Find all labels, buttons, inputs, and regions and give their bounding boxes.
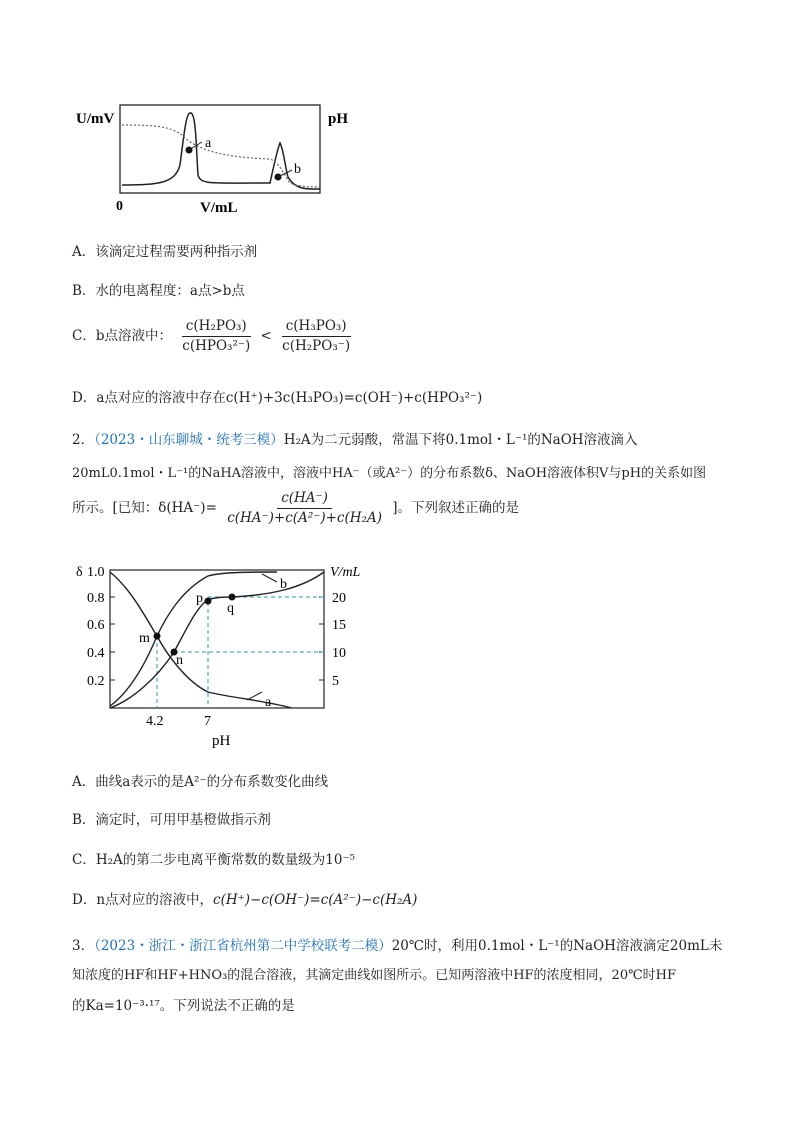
point-m-marker — [154, 633, 161, 640]
point-q-label: q — [227, 601, 234, 616]
y-left-tick-0.6: 0.6 — [87, 618, 105, 633]
q1-option-c-fraction-1: $\frac{\text{c(H₂PO₃)}}{\text{c(HPO₃²⁻)}}$ — [182, 318, 251, 354]
q3-stem-line-2: 知浓度的HF和HF+HNO₃的混合溶液，其滴定曲线如图所示。已知两溶液中HF的浓度相同，20℃时HF — [72, 968, 676, 983]
y-right-tick-5: 5 — [332, 674, 339, 689]
q3-source: （2023・浙江・浙江省杭州第二中学校联考二模） — [94, 938, 392, 954]
q2-option-c: C．H₂A的第二步电离平衡常数的数量级为10⁻⁵ — [72, 852, 355, 868]
x-axis-label: V/mL — [200, 200, 238, 216]
y-right-tick-15: 15 — [332, 618, 346, 633]
origin-label: 0 — [116, 199, 123, 214]
curve-a-label: a — [265, 695, 272, 710]
point-p-label: p — [196, 591, 203, 606]
point-p-marker — [205, 598, 212, 605]
q2-stem-line-3: 所示。[已知：δ(HA⁻)= $\frac{c(HA^-)}{\text{c(HA⁻)+c(A²⁻)+c(H₂A)}}$ ]。下列叙述正确的是 — [72, 490, 520, 526]
q1-option-c — [72, 318, 356, 355]
curve-b-label: b — [280, 577, 287, 592]
titration-figure-1 — [70, 95, 360, 225]
point-b-label: b — [294, 162, 301, 177]
q1-option-b: B．水的电离程度：a点>b点 — [72, 283, 245, 299]
point-a-label: a — [205, 136, 212, 151]
y-left-tick-0.8: 0.8 — [87, 591, 105, 606]
q2-option-b: B．滴定时，可用甲基橙做指示剂 — [72, 812, 271, 828]
y-right-tick-10: 10 — [332, 646, 346, 661]
q2-delta-definition-fraction: $\frac{c(HA^-)}{\text{c(HA⁻)+c(A²⁻)+c(H₂A)}}$ — [227, 490, 382, 526]
q1-option-c-prefix: C．b点溶液中： — [72, 328, 172, 344]
point-n-label: n — [176, 653, 183, 668]
q2-option-a: A．曲线a表示的是A²⁻的分布系数变化曲线 — [72, 774, 329, 790]
q1-option-d: D．a点对应的溶液中存在c(H⁺)+3c(H₃PO₃)=c(OH⁻)+c(HPO₃²⁻) — [72, 390, 483, 406]
potential-curve — [122, 113, 320, 189]
y-left-tick-0.2: 0.2 — [87, 674, 105, 689]
point-m-label: m — [139, 631, 150, 646]
x-axis-label: pH — [212, 733, 231, 749]
less-than-sign: < — [260, 328, 272, 344]
q2-stem-line-1: 2．（2023・山东聊城・统考三模）H₂A为二元弱酸，常温下将0.1mol・L⁻¹的NaOH溶液滴入 — [72, 432, 638, 448]
y-right-label: V/mL — [330, 565, 361, 580]
curve-b — [110, 572, 277, 706]
q2-option-d: D．n点对应的溶液中，c(H⁺)−c(OH⁻)=c(A²⁻)−c(H₂A) — [72, 892, 418, 908]
q2-source: （2023・山东聊城・统考三模） — [94, 432, 284, 448]
q1-option-a: A．该滴定过程需要两种指示剂 — [72, 244, 258, 260]
distribution-figure-2 — [72, 560, 372, 750]
q2-stem-line-2: 20mL0.1mol・L⁻¹的NaHA溶液中，溶液中HA⁻（或A²⁻）的分布系数δ、NaOH溶液体积V与pH的关系如图 — [72, 466, 707, 481]
y-right-label: pH — [328, 111, 349, 127]
x-tick-4.2: 4.2 — [146, 714, 164, 729]
q3-stem-line-1: 3．（2023・浙江・浙江省杭州第二中学校联考二模）20℃时，利用0.1mol・L⁻¹的NaOH溶液滴定20mL未 — [72, 938, 723, 954]
ph-curve — [122, 125, 320, 187]
y-left-label: U/mV — [76, 111, 115, 127]
y-left-tick-0.4: 0.4 — [87, 646, 105, 661]
y-left-label: δ — [76, 565, 83, 580]
y-right-tick-20: 20 — [332, 591, 346, 606]
q1-option-c-fraction-2: $\frac{\text{c(H₃PO₃)}}{\text{c(H₂PO₃⁻)}}$ — [282, 318, 351, 354]
point-q-marker — [229, 594, 236, 601]
y-left-tick-1.0: 1.0 — [87, 565, 105, 580]
q3-stem-line-3: 的Ka=10⁻³·¹⁷。下列说法不正确的是 — [72, 998, 295, 1014]
x-tick-7: 7 — [204, 714, 211, 729]
